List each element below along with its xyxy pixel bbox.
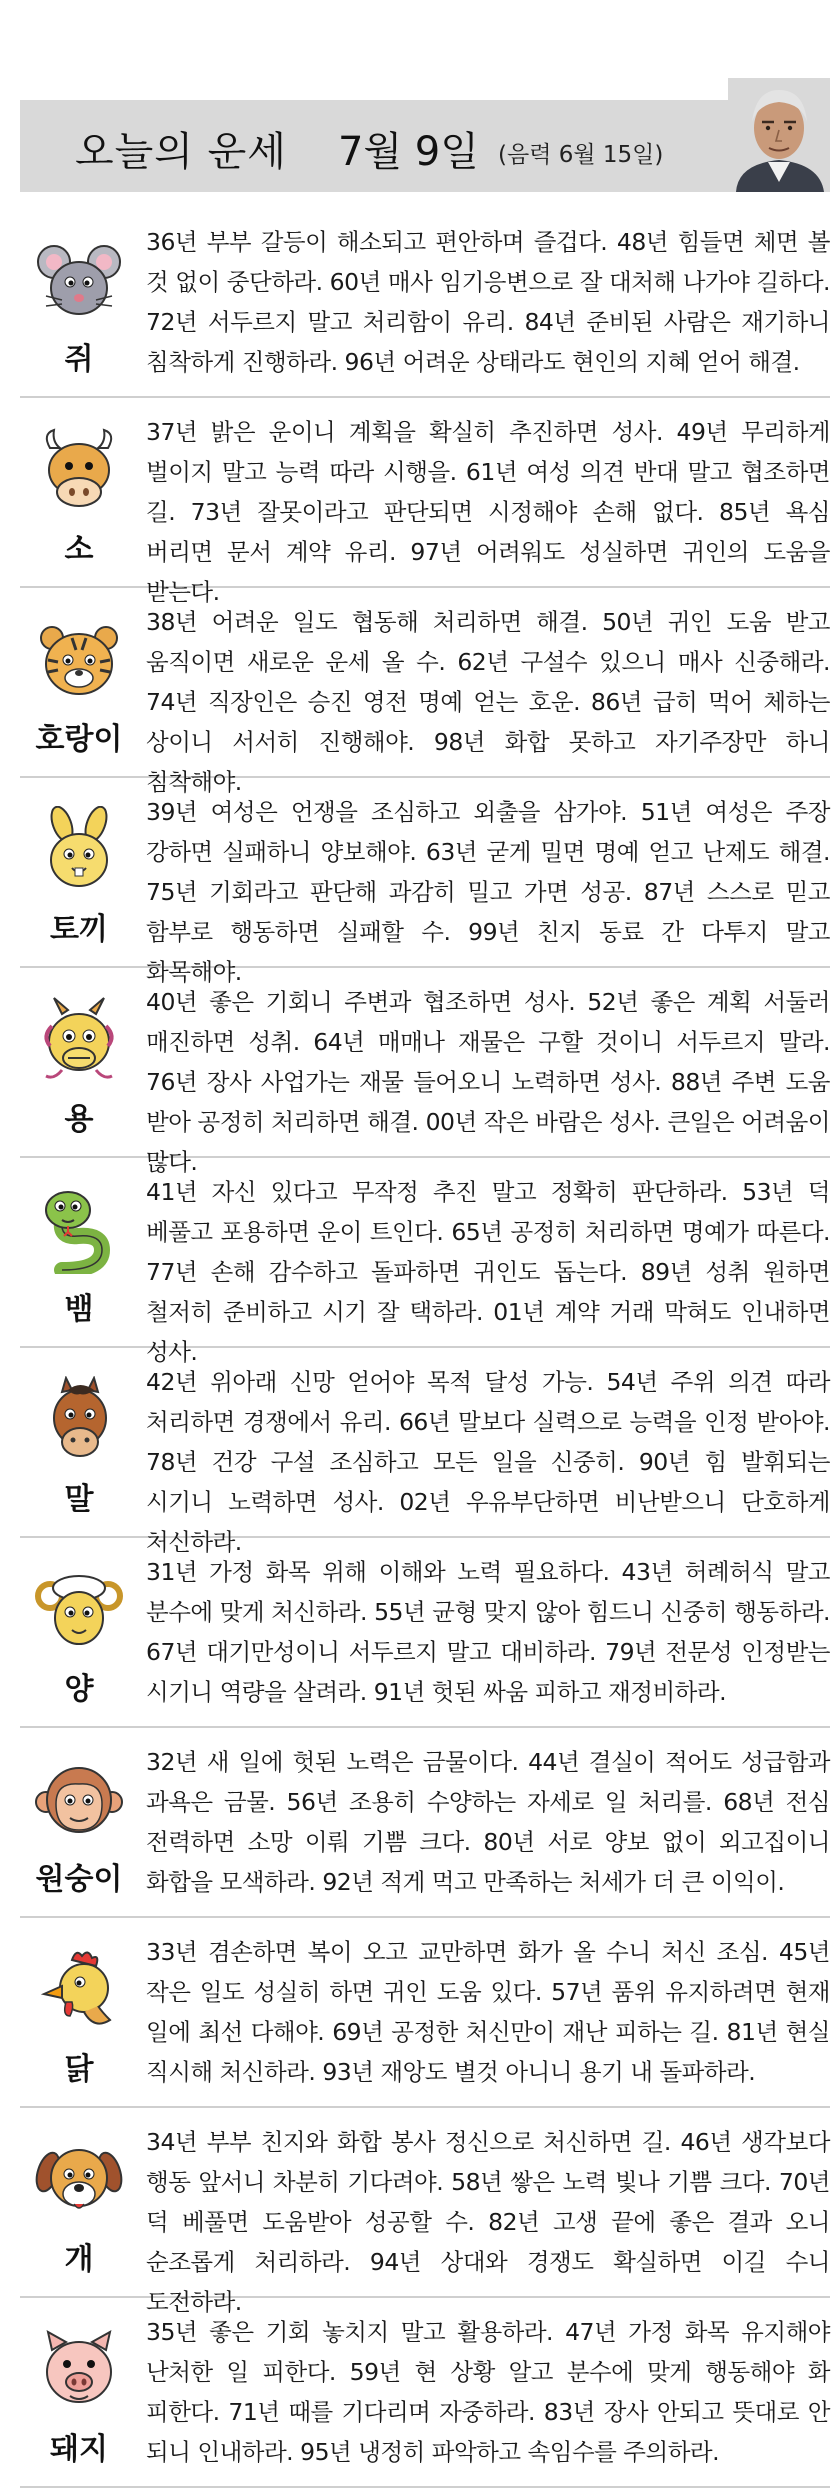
ox-icon bbox=[32, 426, 126, 514]
fortune-text: 42년 위아래 신망 얻어야 목적 달성 가능. 54년 주위 의견 따라 처리하면 경쟁에서 유리. 66년 말보다 실력으로 능력을 인정 받아야. 78년 건강 구설 조심하고 모든 일을 신중히. 90년 힘 발휘되는 시기니 노력하면 성사. 02년 우유부단하면 비난받으니 단호하게 처신하라. bbox=[146, 1368, 830, 1556]
zodiac-cell bbox=[20, 1728, 138, 1916]
fortune-row-dog bbox=[20, 2108, 830, 2316]
pig-icon bbox=[32, 2326, 126, 2414]
fortune-row-rabbit bbox=[20, 778, 830, 986]
zodiac-cell bbox=[20, 1918, 138, 2106]
animal-name: 토끼 bbox=[50, 912, 108, 947]
rabbit-icon bbox=[32, 806, 126, 894]
fortune-text: 41년 자신 있다고 무작정 추진 말고 정확히 판단하라. 53년 덕 베풀고 포용하면 운이 트인다. 65년 공정히 처리하면 명예가 따른다. 77년 손해 감수하고 돌파하면 귀인도 돕는다. 89년 성취 원하면 철저히 준비하고 시기 잘 택하라. 01년 계약 거래 막혀도 인내하면 성사. bbox=[146, 1178, 830, 1366]
dragon-icon bbox=[32, 996, 126, 1084]
fortune-text: 40년 좋은 기회니 주변과 협조하면 성사. 52년 좋은 계획 서둘러 매진하면 성취. 64년 매매나 재물은 구할 것이니 서두르지 말라. 76년 장사 사업가는 재물 들어오니 노력하면 성사. 88년 주변 도움 받아 공정히 처리하면 해결. 00년 작은 바람은 성사. 큰일은 어려움이 많다. bbox=[146, 988, 830, 1176]
fortune-row-sheep bbox=[20, 1538, 830, 1728]
animal-name: 소 bbox=[64, 532, 94, 567]
animal-name: 원숭이 bbox=[35, 1862, 123, 1897]
horse-icon bbox=[32, 1376, 126, 1464]
fortune-text: 37년 밝은 운이니 계획을 확실히 추진하면 성사. 49년 무리하게 벌이지 말고 능력 따라 시행을. 61년 여성 의견 반대 말고 협조하면 길. 73년 잘못이라고 판단되면 시정해야 손해 없다. 85년 욕심 버리면 문서 계약 유리. 97년 어려워도 성실하면 귀인의 도움을 받는다. bbox=[146, 418, 830, 606]
fortune-row-snake bbox=[20, 1158, 830, 1366]
animal-name: 개 bbox=[64, 2242, 94, 2277]
zodiac-cell bbox=[20, 2298, 138, 2486]
fortune-text: 36년 부부 갈등이 해소되고 편안하며 즐겁다. 48년 힘들면 체면 볼 것 없이 중단하라. 60년 매사 임기응변으로 잘 대처해 나가야 길하다. 72년 서두르지 말고 처리함이 유리. 84년 준비된 사람은 재기하니 침착하게 진행하라. 96년 어려운 상태라도 현인의 지혜 얻어 해결. bbox=[146, 228, 830, 376]
rat-icon bbox=[32, 236, 126, 324]
zodiac-cell bbox=[20, 208, 138, 396]
fortune-row-tiger bbox=[20, 588, 830, 796]
header-bar bbox=[20, 100, 830, 192]
fortune-text: 39년 여성은 언쟁을 조심하고 외출을 삼가야. 51년 여성은 주장 강하면 실패하니 양보해야. 63년 굳게 밀면 명예 얻고 난제도 해결. 75년 기회라고 판단해 과감히 밀고 가면 성공. 87년 스스로 믿고 함부로 행동하면 실패할 수. 99년 친지 동료 간 다투지 말고 화목해야. bbox=[146, 798, 830, 986]
animal-name: 양 bbox=[64, 1672, 94, 1707]
fortune-row-dragon bbox=[20, 968, 830, 1176]
author-portrait bbox=[728, 78, 830, 192]
zodiac-cell bbox=[20, 1538, 138, 1726]
fortune-text: 31년 가정 화목 위해 이해와 노력 필요하다. 43년 허례허식 말고 분수에 맞게 처신하라. 55년 균형 맞지 않아 힘드니 신중히 행동하라. 67년 대기만성이니 서두르지 말고 대비하라. 79년 전문성 인정받는 시기니 역량을 살려라. 91년 헛된 싸움 피하고 재정비하라. bbox=[146, 1558, 830, 1706]
zodiac-cell bbox=[20, 2108, 138, 2296]
fortune-row-monkey bbox=[20, 1728, 830, 1918]
page-title: 오늘의 운세 bbox=[75, 129, 287, 175]
zodiac-cell bbox=[20, 968, 138, 1156]
fortune-text: 34년 부부 친지와 화합 봉사 정신으로 처신하면 길. 46년 생각보다 행동 앞서니 차분히 기다려야. 58년 쌓은 노력 빛나 기쁨 크다. 70년 덕 베풀면 도움받아 성공할 수. 82년 고생 끝에 좋은 결과 오니 순조롭게 처리하라. 94년 상대와 경쟁도 확실하면 이길 수니 도전하라. bbox=[146, 2128, 830, 2316]
fortune-text: 32년 새 일에 헛된 노력은 금물이다. 44년 결실이 적어도 성급함과 과욕은 금물. 56년 조용히 수양하는 자세로 일 처리를. 68년 전심 전력하면 소망 이뤄 기쁨 크다. 80년 서로 양보 없이 외고집이니 화합을 모색하라. 92년 적게 먹고 만족하는 처세가 더 큰 이익이. bbox=[146, 1748, 830, 1896]
fortune-row-ox bbox=[20, 398, 830, 606]
header-lunar-date: (음력 6월 15일) bbox=[498, 142, 664, 168]
zodiac-cell bbox=[20, 588, 138, 776]
fortune-text: 38년 어려운 일도 협동해 처리하면 해결. 50년 귀인 도움 받고 움직이면 새로운 운세 올 수. 62년 구설수 있으니 매사 신중해라. 74년 직장인은 승진 영전 명예 얻는 호운. 86년 급히 먹어 체하는 상이니 서서히 진행해야. 98년 화합 못하고 자기주장만 하니 침착해야. bbox=[146, 608, 830, 796]
fortune-row-rat bbox=[20, 208, 830, 398]
fortune-row-rooster bbox=[20, 1918, 830, 2108]
fortune-row-pig bbox=[20, 2298, 830, 2488]
rooster-icon bbox=[32, 1946, 126, 2034]
monkey-icon bbox=[32, 1756, 126, 1844]
animal-name: 호랑이 bbox=[35, 722, 123, 757]
fortune-row-horse bbox=[20, 1348, 830, 1556]
animal-name: 쥐 bbox=[64, 342, 94, 377]
fortune-text: 33년 겸손하면 복이 오고 교만하면 화가 올 수니 처신 조심. 45년 작은 일도 성실히 하면 귀인 도움 있다. 57년 품위 유지하려면 현재 일에 최선 다해야. 69년 공정한 처신만이 재난 피하는 길. 81년 현실 직시해 처신하라. 93년 재앙도 별것 아니니 용기 내 돌파하라. bbox=[146, 1938, 830, 2086]
zodiac-cell bbox=[20, 778, 138, 966]
animal-name: 닭 bbox=[64, 2052, 94, 2087]
zodiac-cell bbox=[20, 1348, 138, 1536]
zodiac-cell bbox=[20, 1158, 138, 1346]
header-date: 7월 9일 bbox=[338, 129, 479, 175]
snake-icon bbox=[32, 1186, 126, 1274]
dog-icon bbox=[32, 2136, 126, 2224]
animal-name: 용 bbox=[64, 1102, 94, 1137]
animal-name: 뱀 bbox=[64, 1292, 94, 1327]
tiger-icon bbox=[32, 616, 126, 704]
animal-name: 말 bbox=[64, 1482, 94, 1517]
zodiac-cell bbox=[20, 398, 138, 586]
animal-name: 돼지 bbox=[50, 2432, 108, 2467]
fortune-text: 35년 좋은 기회 놓치지 말고 활용하라. 47년 가정 화목 유지해야 난처한 일 피한다. 59년 현 상황 알고 분수에 맞게 행동해야 화 피한다. 71년 때를 기다리며 자중하라. 83년 장사 안되고 뜻대로 안 되니 인내하라. 95년 냉정히 파악하고 속임수를 주의하라. bbox=[146, 2318, 830, 2466]
sheep-icon bbox=[32, 1566, 126, 1654]
fortune-list bbox=[20, 208, 830, 2488]
